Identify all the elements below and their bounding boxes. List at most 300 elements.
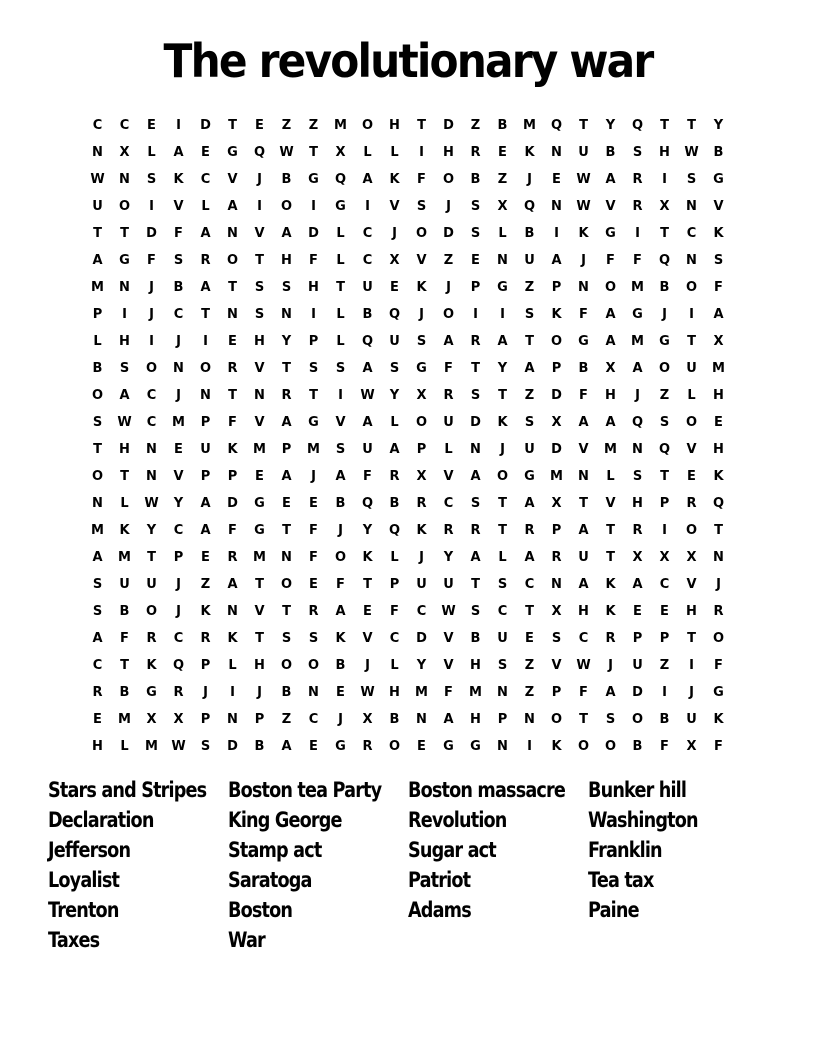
grid-cell: A xyxy=(335,469,346,484)
grid-cell: I xyxy=(689,307,694,322)
grid-cell: U xyxy=(686,361,697,376)
grid-cell: E xyxy=(633,604,642,619)
grid-cell: Y xyxy=(146,523,157,538)
grid-cell: Z xyxy=(524,658,535,673)
word-list-item: Patriot xyxy=(408,868,471,892)
grid-cell: J xyxy=(689,685,694,700)
grid-cell: I xyxy=(689,658,694,673)
grid-cell: P xyxy=(254,712,265,727)
grid-cell: F xyxy=(633,253,642,268)
grid-cell: A xyxy=(443,334,454,349)
grid-cell: L xyxy=(498,226,507,241)
grid-cell: G xyxy=(335,739,346,754)
grid-cell: K xyxy=(605,577,616,592)
word-list-item: Paine xyxy=(588,898,639,922)
grid-cell: O xyxy=(91,469,104,484)
grid-cell: N xyxy=(713,550,724,565)
grid-cell: N xyxy=(281,307,292,322)
grid-cell: Q xyxy=(361,496,374,511)
grid-cell: O xyxy=(685,523,698,538)
grid-cell: W xyxy=(684,145,699,160)
grid-cell: Q xyxy=(523,199,536,214)
grid-cell: O xyxy=(280,577,293,592)
grid-cell: A xyxy=(173,145,184,160)
grid-cell: S xyxy=(308,631,319,646)
grid-cell: B xyxy=(335,496,346,511)
grid-cell: C xyxy=(173,307,184,322)
grid-cell: T xyxy=(579,118,588,133)
grid-cell: L xyxy=(120,496,129,511)
grid-cell: N xyxy=(281,550,292,565)
grid-cell: P xyxy=(227,469,238,484)
grid-cell: S xyxy=(497,577,508,592)
grid-cell: P xyxy=(659,631,670,646)
grid-cell: H xyxy=(605,388,616,403)
grid-cell: W xyxy=(90,172,105,187)
grid-cell: L xyxy=(444,442,453,457)
grid-cell: Q xyxy=(712,496,725,511)
grid-cell: I xyxy=(419,145,424,160)
grid-cell: S xyxy=(281,280,292,295)
grid-cell: R xyxy=(362,739,373,754)
grid-cell: G xyxy=(254,496,265,511)
grid-cell: E xyxy=(93,712,102,727)
grid-cell: A xyxy=(605,685,616,700)
grid-cell: O xyxy=(145,361,158,376)
grid-cell: N xyxy=(308,685,319,700)
grid-cell: M xyxy=(469,685,482,700)
grid-cell: A xyxy=(200,280,211,295)
grid-cell: U xyxy=(146,577,157,592)
grid-cell: Y xyxy=(713,118,724,133)
grid-cell: B xyxy=(497,118,508,133)
grid-cell: S xyxy=(632,469,643,484)
grid-cell: A xyxy=(335,604,346,619)
grid-cell: Q xyxy=(361,334,374,349)
grid-cell: X xyxy=(713,334,724,349)
grid-cell: Y xyxy=(605,118,616,133)
grid-cell: G xyxy=(497,280,508,295)
grid-cell: D xyxy=(470,415,481,430)
grid-cell: T xyxy=(228,118,237,133)
grid-cell: I xyxy=(338,388,343,403)
grid-cell: X xyxy=(659,550,670,565)
grid-cell: Q xyxy=(631,415,644,430)
grid-cell: F xyxy=(444,685,453,700)
grid-cell: Q xyxy=(388,523,401,538)
grid-cell: Q xyxy=(550,118,563,133)
grid-cell: D xyxy=(146,226,157,241)
grid-cell: A xyxy=(227,577,238,592)
grid-cell: O xyxy=(685,280,698,295)
grid-cell: A xyxy=(632,361,643,376)
grid-cell: H xyxy=(470,712,481,727)
grid-cell: J xyxy=(176,388,181,403)
grid-cell: W xyxy=(441,604,456,619)
grid-cell: O xyxy=(388,739,401,754)
grid-cell: X xyxy=(605,361,616,376)
grid-cell: O xyxy=(145,604,158,619)
grid-cell: P xyxy=(416,442,427,457)
grid-cell: J xyxy=(500,442,505,457)
grid-cell: K xyxy=(227,442,238,457)
grid-cell: W xyxy=(144,496,159,511)
grid-cell: E xyxy=(147,118,156,133)
grid-cell: D xyxy=(200,118,211,133)
grid-cell: G xyxy=(416,361,427,376)
grid-cell: F xyxy=(120,631,129,646)
grid-cell: L xyxy=(606,469,615,484)
grid-cell: D xyxy=(551,442,562,457)
grid-cell: H xyxy=(254,658,265,673)
grid-cell: F xyxy=(579,388,588,403)
grid-cell: E xyxy=(687,469,696,484)
grid-cell: I xyxy=(554,226,559,241)
grid-cell: D xyxy=(416,631,427,646)
grid-cell: P xyxy=(92,307,103,322)
grid-cell: I xyxy=(257,199,262,214)
grid-cell: A xyxy=(281,415,292,430)
grid-cell: H xyxy=(308,280,319,295)
grid-cell: T xyxy=(255,631,264,646)
grid-cell: H xyxy=(713,442,724,457)
grid-cell: A xyxy=(92,253,103,268)
grid-cell: D xyxy=(227,739,238,754)
grid-cell: K xyxy=(389,172,400,187)
grid-cell: A xyxy=(524,550,535,565)
grid-cell: N xyxy=(686,253,697,268)
grid-cell: J xyxy=(635,388,640,403)
grid-cell: J xyxy=(311,469,316,484)
grid-cell: N xyxy=(119,280,130,295)
grid-cell: P xyxy=(308,334,319,349)
grid-cell: C xyxy=(92,118,103,133)
grid-cell: S xyxy=(119,361,130,376)
grid-cell: F xyxy=(228,523,237,538)
grid-cell: R xyxy=(605,631,616,646)
grid-cell: P xyxy=(281,442,292,457)
grid-cell: A xyxy=(605,415,616,430)
grid-cell: X xyxy=(119,145,130,160)
word-list-item: Revolution xyxy=(408,808,507,832)
grid-cell: F xyxy=(714,658,723,673)
grid-cell: K xyxy=(227,631,238,646)
grid-cell: J xyxy=(446,280,451,295)
grid-cell: G xyxy=(713,685,724,700)
grid-cell: S xyxy=(524,415,535,430)
grid-cell: Q xyxy=(388,307,401,322)
word-list xyxy=(48,778,768,958)
grid-cell: I xyxy=(203,334,208,349)
grid-cell: G xyxy=(713,172,724,187)
grid-cell: Q xyxy=(658,442,671,457)
word-list-item: Tea tax xyxy=(588,868,654,892)
grid-cell: V xyxy=(686,442,697,457)
grid-cell: U xyxy=(497,631,508,646)
grid-cell: F xyxy=(444,361,453,376)
grid-cell: S xyxy=(659,415,670,430)
grid-cell: Q xyxy=(631,118,644,133)
grid-cell: E xyxy=(525,631,534,646)
word-list-item: Washington xyxy=(588,808,698,832)
grid-cell: T xyxy=(93,442,102,457)
grid-cell: C xyxy=(146,415,157,430)
grid-cell: A xyxy=(578,577,589,592)
grid-cell: X xyxy=(389,253,400,268)
grid-cell: O xyxy=(496,469,509,484)
grid-cell: L xyxy=(201,199,210,214)
grid-cell: N xyxy=(497,739,508,754)
grid-cell: P xyxy=(551,523,562,538)
grid-cell: T xyxy=(471,361,480,376)
word-list-item: Jefferson xyxy=(48,838,131,862)
grid-cell: G xyxy=(146,685,157,700)
grid-cell: F xyxy=(147,253,156,268)
grid-cell: M xyxy=(91,280,104,295)
grid-cell: W xyxy=(576,658,591,673)
grid-cell: N xyxy=(227,226,238,241)
grid-cell: L xyxy=(390,550,399,565)
grid-cell: J xyxy=(365,658,370,673)
grid-cell: H xyxy=(713,388,724,403)
grid-cell: A xyxy=(632,577,643,592)
grid-cell: S xyxy=(92,415,103,430)
grid-cell: R xyxy=(416,496,427,511)
grid-cell: A xyxy=(92,550,103,565)
grid-cell: K xyxy=(146,658,157,673)
grid-cell: P xyxy=(389,577,400,592)
grid-cell: P xyxy=(551,361,562,376)
grid-cell: R xyxy=(443,388,454,403)
grid-cell: S xyxy=(470,388,481,403)
grid-cell: J xyxy=(176,577,181,592)
grid-cell: E xyxy=(417,739,426,754)
grid-cell: B xyxy=(605,145,616,160)
grid-cell: B xyxy=(335,658,346,673)
grid-cell: R xyxy=(632,199,643,214)
grid-cell: S xyxy=(632,145,643,160)
grid-cell: Y xyxy=(443,550,454,565)
grid-cell: E xyxy=(336,685,345,700)
grid-cell: R xyxy=(200,631,211,646)
grid-cell: X xyxy=(416,388,427,403)
grid-cell: S xyxy=(605,712,616,727)
grid-cell: M xyxy=(550,469,563,484)
grid-cell: V xyxy=(254,226,265,241)
grid-cell: N xyxy=(578,469,589,484)
grid-cell: I xyxy=(149,199,154,214)
grid-cell: O xyxy=(199,361,212,376)
grid-cell: O xyxy=(685,415,698,430)
grid-cell: R xyxy=(470,145,481,160)
grid-cell: Y xyxy=(416,658,427,673)
grid-cell: J xyxy=(149,280,154,295)
grid-cell: M xyxy=(118,550,131,565)
grid-cell: U xyxy=(632,658,643,673)
grid-cell: P xyxy=(551,685,562,700)
grid-cell: E xyxy=(471,253,480,268)
grid-cell: R xyxy=(632,172,643,187)
grid-cell: L xyxy=(390,145,399,160)
grid-cell: J xyxy=(527,172,532,187)
grid-cell: T xyxy=(471,577,480,592)
grid-cell: A xyxy=(281,469,292,484)
grid-cell: U xyxy=(443,577,454,592)
grid-cell: K xyxy=(713,469,724,484)
word-list-item: Stars and Stripes xyxy=(48,778,207,802)
grid-cell: V xyxy=(173,469,184,484)
grid-cell: V xyxy=(443,469,454,484)
grid-cell: S xyxy=(254,280,265,295)
grid-cell: M xyxy=(523,118,536,133)
grid-cell: V xyxy=(254,604,265,619)
grid-cell: J xyxy=(176,604,181,619)
grid-cell: J xyxy=(257,685,262,700)
grid-cell: P xyxy=(200,658,211,673)
grid-cell: C xyxy=(659,577,670,592)
grid-cell: H xyxy=(578,604,589,619)
grid-cell: U xyxy=(524,442,535,457)
grid-cell: O xyxy=(631,712,644,727)
word-list-item: Boston tea Party xyxy=(228,778,382,802)
grid-cell: W xyxy=(576,199,591,214)
grid-cell: I xyxy=(635,226,640,241)
grid-cell: Z xyxy=(524,388,535,403)
grid-cell: W xyxy=(360,685,375,700)
grid-cell: J xyxy=(392,226,397,241)
grid-cell: R xyxy=(551,550,562,565)
grid-cell: N xyxy=(632,442,643,457)
grid-cell: Q xyxy=(172,658,185,673)
grid-cell: J xyxy=(716,577,721,592)
grid-cell: G xyxy=(605,226,616,241)
grid-cell: O xyxy=(307,658,320,673)
grid-cell: Z xyxy=(659,388,670,403)
grid-cell: N xyxy=(92,496,103,511)
grid-cell: T xyxy=(687,118,696,133)
grid-cell: L xyxy=(336,334,345,349)
grid-cell: B xyxy=(632,739,643,754)
grid-cell: L xyxy=(147,145,156,160)
grid-cell: B xyxy=(659,712,670,727)
grid-cell: A xyxy=(362,172,373,187)
grid-cell: O xyxy=(604,280,617,295)
grid-cell: X xyxy=(497,199,508,214)
grid-cell: G xyxy=(524,469,535,484)
grid-cell: V xyxy=(686,577,697,592)
grid-cell: I xyxy=(662,523,667,538)
grid-cell: J xyxy=(338,712,343,727)
grid-cell: L xyxy=(120,739,129,754)
word-list-item: Stamp act xyxy=(228,838,322,862)
grid-cell: V xyxy=(173,199,184,214)
grid-cell: F xyxy=(309,550,318,565)
grid-cell: V xyxy=(389,199,400,214)
grid-cell: T xyxy=(498,523,507,538)
grid-cell: J xyxy=(149,307,154,322)
grid-cell: P xyxy=(200,469,211,484)
grid-cell: V xyxy=(578,442,589,457)
grid-cell: L xyxy=(336,253,345,268)
grid-cell: B xyxy=(119,685,130,700)
grid-cell: E xyxy=(282,496,291,511)
grid-cell: J xyxy=(446,199,451,214)
grid-cell: O xyxy=(334,550,347,565)
grid-cell: R xyxy=(470,334,481,349)
grid-cell: R xyxy=(470,523,481,538)
grid-cell: N xyxy=(470,442,481,457)
grid-cell: A xyxy=(605,307,616,322)
word-list-item: Adams xyxy=(408,898,471,922)
grid-cell: T xyxy=(255,253,264,268)
grid-cell: T xyxy=(120,469,129,484)
grid-cell: F xyxy=(417,172,426,187)
grid-cell: C xyxy=(578,631,589,646)
grid-cell: I xyxy=(473,307,478,322)
grid-cell: A xyxy=(227,199,238,214)
grid-cell: A xyxy=(578,523,589,538)
grid-cell: B xyxy=(362,307,373,322)
grid-cell: J xyxy=(419,550,424,565)
grid-cell: J xyxy=(257,172,262,187)
grid-cell: C xyxy=(686,226,697,241)
grid-cell: H xyxy=(443,145,454,160)
grid-cell: J xyxy=(581,253,586,268)
grid-cell: V xyxy=(335,415,346,430)
grid-cell: B xyxy=(470,631,481,646)
grid-cell: A xyxy=(524,361,535,376)
grid-cell: K xyxy=(200,604,211,619)
grid-cell: S xyxy=(524,307,535,322)
grid-cell: S xyxy=(470,496,481,511)
grid-cell: S xyxy=(416,199,427,214)
grid-cell: L xyxy=(390,658,399,673)
grid-cell: J xyxy=(608,658,613,673)
grid-cell: K xyxy=(416,280,427,295)
grid-cell: C xyxy=(362,253,373,268)
grid-cell: N xyxy=(146,469,157,484)
grid-cell: K xyxy=(362,550,373,565)
grid-cell: L xyxy=(498,550,507,565)
grid-cell: P xyxy=(173,550,184,565)
grid-cell: N xyxy=(227,604,238,619)
grid-cell: B xyxy=(713,145,724,160)
word-list-item: Taxes xyxy=(48,928,100,952)
grid-cell: T xyxy=(525,334,534,349)
grid-cell: W xyxy=(576,172,591,187)
word-list-item: War xyxy=(228,928,265,952)
grid-cell: J xyxy=(662,307,667,322)
grid-cell: A xyxy=(281,226,292,241)
grid-cell: R xyxy=(308,604,319,619)
grid-cell: R xyxy=(389,469,400,484)
grid-cell: P xyxy=(470,280,481,295)
grid-cell: P xyxy=(200,415,211,430)
grid-cell: U xyxy=(524,253,535,268)
grid-cell: H xyxy=(389,685,400,700)
grid-cell: I xyxy=(365,199,370,214)
grid-cell: U xyxy=(119,577,130,592)
grid-cell: T xyxy=(417,118,426,133)
grid-cell: Z xyxy=(497,172,508,187)
grid-cell: O xyxy=(415,226,428,241)
grid-cell: S xyxy=(470,199,481,214)
grid-cell: P xyxy=(200,712,211,727)
grid-cell: S xyxy=(497,658,508,673)
grid-cell: H xyxy=(470,658,481,673)
grid-cell: X xyxy=(416,469,427,484)
grid-cell: Z xyxy=(659,658,670,673)
